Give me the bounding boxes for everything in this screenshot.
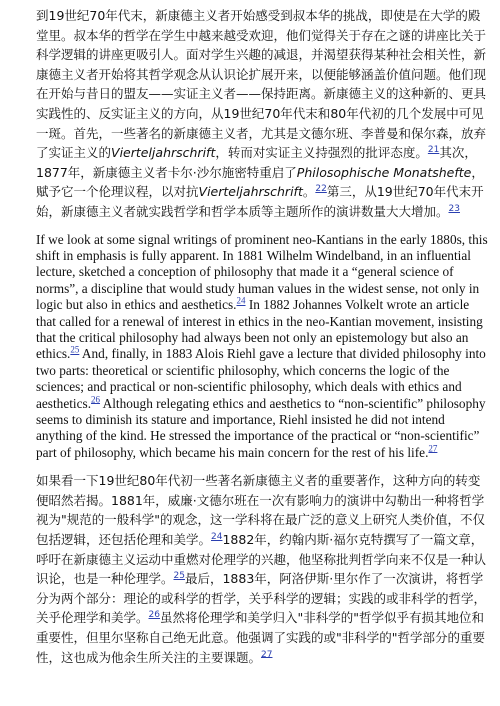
- paragraph-chinese-1: [36, 6, 488, 222]
- text-run: 1882年，约翰内斯·福尔克特撰写了一篇文章，呼吁在新康德主义运动中重燃对伦理学的兴趣，他坚称批判哲学向来不仅是一种认识论，也是一种伦理学。: [36, 532, 487, 587]
- text-run: 。: [302, 184, 316, 200]
- text-run: 虽然将伦理学和美学归入"非科学的"哲学似乎有损其地位和重要性，但里尔坚称自己绝无此意。他强调了实践的或"非科学的"哲学部分的重要性，这也成为他余生所关注的主要课题。: [36, 610, 486, 665]
- footnote-link[interactable]: 24: [211, 531, 223, 542]
- footnote-link[interactable]: 27: [261, 649, 273, 660]
- footnote-link[interactable]: 22: [315, 184, 327, 195]
- text-run: In 1882 Johannes Volkelt wrote an article that called for a renewal of interest in ethics in the neo-Kantian movement, insisting that the critical philosophy had always been not only an epistemology but also an ethics.: [36, 297, 483, 362]
- text-run: Although relegating ethics and aesthetics to “non-scientific” philosophy seems to diminish its stature and importance, Riehl insisted he did not intend anything of the kind. He stressed the importance of the practical or “non-scientific” part of philosophy, which became his main concern for the rest of his life.: [36, 395, 486, 460]
- text-run: 其次，1877年，新康德主义者卡尔·沙尔施密特重启了: [36, 145, 477, 180]
- footnote-link[interactable]: 25: [70, 344, 80, 355]
- footnote-link[interactable]: 23: [448, 203, 460, 214]
- text-run: 第三，从19世纪70年代末开始，新康德主义者就实践哲学和哲学本质等主题所作的演讲数量大大增加。: [36, 184, 484, 219]
- text-run: And, finally, in 1883 Alois Riehl gave a lecture that divided philosophy into two parts: theoretical or scientific philosophy, which concerns the logic of the sciences; and practical or non-scientific philosophy, which deals with ethics and aesthetics.: [36, 346, 486, 411]
- footnote-link[interactable]: 27: [428, 443, 438, 454]
- journal-title: Vierteljahrschrift: [198, 184, 303, 200]
- footnote-link[interactable]: 24: [236, 295, 246, 306]
- footnote-link[interactable]: 25: [173, 571, 185, 582]
- footnote-ref[interactable]: [428, 145, 439, 155]
- text-run: ，赋予它一个伦理议程，以对抗: [36, 164, 484, 200]
- footnote-ref[interactable]: [211, 532, 222, 542]
- text-run: 到19世纪70年代末，新康德主义者开始感受到叔本华的挑战，即使是在大学的殿堂里。叔本华的哲学在学生中越来越受欢迎，他们觉得关于存在之谜的讲座比关于科学逻辑的讲座更吸引人。面对学生兴趣的减退，并渴望获得某种社会相关性，新康德主义者开始将其哲学观念从认识论扩展开来，以便能够涵盖价值问题。他们现在开始与昔日的盟友——实证主义者——保持距离。新康德主义的这种新的、更具实践性的、反实证主义的方向，从19世纪70年代末和80年代初的几个发展中可见一斑。首先，一些著名的新康德主义者，尤其是文德尔班、李普曼和保尔森，放弃了实证主义的: [36, 8, 487, 161]
- text-run: 最后，1883年，阿洛伊斯·里尔作了一次演讲，将哲学分为两个部分：理论的或科学的哲学，关乎科学的逻辑；实践的或非科学的哲学，关乎伦理学和美学。: [36, 571, 487, 626]
- text-run: ，转而对实证主义持强烈的批评态度。: [215, 145, 428, 161]
- journal-title: Vierteljahrschrift: [111, 145, 216, 161]
- paragraph-chinese-2: [36, 471, 488, 667]
- footnote-link[interactable]: 26: [91, 394, 101, 405]
- paragraph-english: [36, 232, 488, 462]
- footnote-ref[interactable]: [91, 394, 100, 404]
- journal-title: Philosophische Monatshefte: [296, 164, 472, 180]
- footnote-ref[interactable]: [315, 184, 326, 194]
- footnote-ref[interactable]: [449, 204, 460, 214]
- footnote-ref[interactable]: [174, 571, 185, 581]
- text-run: 如果看一下19世纪80年代初一些著名新康德主义者的重要著作，这种方向的转变便昭然若揭。1881年，威廉·文德尔班在一次有影响力的演讲中勾勒出一种将哲学视为"规范的一般科学"的观念，这一学科将在最广泛的意义上研究人类价值，不仅包括逻辑，还包括伦理和美学。: [36, 473, 486, 547]
- footnote-link[interactable]: 21: [427, 145, 440, 155]
- footnote-ref[interactable]: [70, 345, 79, 355]
- footnote-ref[interactable]: [149, 610, 160, 620]
- footnote-ref[interactable]: [428, 443, 437, 453]
- text-run: If we look at some signal writings of prominent neo-Kantians in the early 1880s, this shift in emphasis is fully apparent. In 1881 Wilhelm Windelband, in an influential lecture, sketched a conception of philosophy that made it a “general science of norms”, a discipline that would study human values in the widest sense, not only in logic but also in ethics and aesthetics.: [36, 231, 488, 313]
- footnote-ref[interactable]: [237, 296, 246, 306]
- footnote-ref[interactable]: [261, 649, 272, 659]
- footnote-link[interactable]: 26: [148, 610, 160, 621]
